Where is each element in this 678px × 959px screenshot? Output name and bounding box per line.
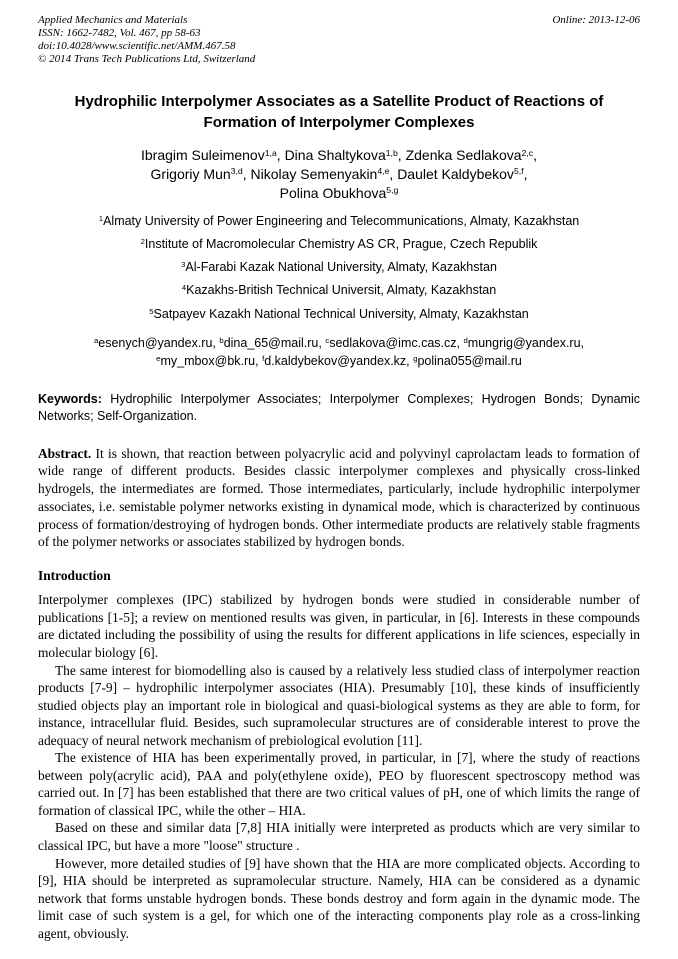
email-line (38, 352, 640, 370)
affiliation-text: Kazakhs-British Technical Universit, Almaty, Kazakhstan (186, 283, 497, 298)
author-affiliation-marker: 5,g (386, 185, 399, 196)
email-marker: a (93, 335, 99, 345)
author-name: Nikolay Semenyakin (250, 165, 378, 182)
affiliation (38, 282, 640, 298)
email-separator: , (255, 353, 263, 368)
affiliation-number: 2 (140, 236, 145, 246)
author-separator: , (276, 146, 285, 163)
abstract-text: It is shown, that reaction between polyacrylic acid and polyvinyl caprolactam leads to formation of wide range of different products. Besides classic interpolymer complexes and physically cross-linked hydrogels, the intermediates are formed. Those intermediates, particularly, include hydrophilic interpolymer associates, i.e. semistable polymer networks existing in dynamical mode, which is characterized by continuous process of formation/destroying of hydrogen bonds. Other intermediate products are relatively stable fragments of the polymer networks or associates stabilized by hydrogen bonds. (38, 445, 640, 550)
author-list (38, 146, 640, 203)
author-name: Polina Obukhova (279, 184, 387, 201)
keywords-text: Hydrophilic Interpolymer Associates; Interpolymer Complexes; Hydrogen Bonds; Dynamic Networks; Self-Organization. (38, 392, 640, 423)
affiliation-number: 3 (181, 260, 186, 270)
keywords-block (38, 391, 640, 425)
author-name: Daulet Kaldybekov (397, 165, 514, 182)
author-affiliation-marker: 3,d (230, 166, 243, 177)
author-name: Ibragim Suleimenov (140, 146, 265, 163)
journal-header (38, 14, 640, 66)
paper-title: Hydrophilic Interpolymer Associates as a Satellite Product of Reactions of Formation of Interpolymer Complexes (74, 92, 604, 131)
abstract-block (38, 445, 640, 551)
introduction-paragraph: The existence of HIA has been experimentally proved, in particular, in [7], where the study of reactions between poly(acrylic acid), PAA and poly(ethylene oxide), PEO by fluorescent spectroscopy method was carried out. In [7] has been established that there are two critical values of pH, one of which limits the range of formation of classical IPC, while the other – HIA. (38, 750, 640, 818)
introduction-paragraph: The same interest for biomodelling also is caused by a relatively less studied class of interpolymer reaction products [7-9] – hydrophilic interpolymer associates (HIA). Presumably [10], these kinds of insufficiently studied objects play an important role in biological and quasi-biological systems as they are able to form, for instance, intracellular fluid. Besides, such supramolecular structures are of considerable interest to prove the adequacy of neural network mechanism of prebiological evolution [11]. (38, 662, 640, 748)
email-address: dina_65@mail.ru (223, 335, 319, 350)
author-line (38, 146, 640, 165)
affiliation (38, 236, 640, 252)
introduction-paragraph: Interpolymer complexes (IPC) stabilized by hydrogen bonds were studied in considerable number of publications [1-5]; a review on mentioned results was given, in particular, in [6]. Interests in these compounds are dictated including the possibility of using the results for different applications in life sciences, especially in molecular biology [6]. (38, 592, 640, 660)
introduction-paragraph: Based on these and similar data [7,8] HIA initially were interpreted as products which are very similar to classical IPC, but have a more "loose" structure . (38, 820, 640, 853)
email-address: d.kaldybekov@yandex.kz (264, 353, 407, 368)
journal-name: Applied Mechanics and Materials (38, 14, 188, 26)
author-affiliation-marker: 1,b (385, 147, 398, 158)
email-address: sedlakova@imc.cas.cz (329, 335, 457, 350)
email-marker: d (463, 335, 468, 345)
author-separator: , (397, 146, 406, 163)
keywords-label: Keywords: (38, 392, 102, 407)
affiliation-text: Almaty University of Power Engineering and Telecommunications, Almaty, Kazakhstan (103, 213, 580, 228)
affiliation-number: 4 (181, 283, 187, 293)
email-address: esenych@yandex.ru (98, 335, 213, 350)
author-separator: , (242, 165, 251, 182)
affiliation (38, 306, 640, 322)
author-separator: , (533, 146, 538, 163)
affiliation-text: Al-Farabi Kazak National University, Almaty, Kazakhstan (185, 260, 497, 275)
affiliation (38, 259, 640, 275)
affiliation-list (38, 213, 640, 322)
online-date: Online: 2013-12-06 (552, 14, 640, 26)
author-separator: , (523, 165, 528, 182)
journal-header-left (38, 14, 255, 66)
email-marker: g (413, 354, 418, 364)
email-address: mungrig@yandex.ru (467, 335, 581, 350)
email-separator: , (318, 335, 326, 350)
affiliation-number: 1 (98, 213, 104, 223)
affiliation-text: Institute of Macromolecular Chemistry AS CR, Prague, Czech Republik (144, 236, 538, 251)
email-separator: , (580, 335, 585, 350)
email-separator: , (212, 335, 220, 350)
author-line (38, 165, 640, 184)
author-name: Zdenka Sedlakova (405, 146, 522, 163)
author-separator: , (389, 165, 398, 182)
email-marker: e (156, 354, 161, 364)
author-affiliation-marker: 1,a (264, 147, 277, 158)
author-affiliation-marker: 4,e (377, 166, 390, 177)
email-separator: , (406, 353, 414, 368)
author-name: Grigoriy Mun (150, 165, 231, 182)
issn-volume-pages: ISSN: 1662-7482, Vol. 467, pp 58-63 (38, 26, 201, 39)
email-line (38, 334, 640, 352)
email-marker: c (325, 335, 330, 345)
affiliation (38, 213, 640, 229)
affiliation-text: Satpayev Kazakh National Technical University, Almaty, Kazakhstan (153, 306, 529, 321)
copyright-line: © 2014 Trans Tech Publications Ltd, Switzerland (38, 52, 256, 65)
email-address: my_mbox@bk.ru (160, 353, 256, 368)
introduction-paragraph: However, more detailed studies of [9] have shown that the HIA are more complicated objects. According to [9], HIA should be interpreted as supramolecular structure. Namely, HIA can be considered as a dynamic network that forms unstable hydrogen bonds. These bonds destroy and form again in the dynamic mode. The limit case of such system is a gel, for which one of the interacting components play role as a cross-linking agent, obviously. (38, 855, 640, 941)
doi-line: doi:10.4028/www.scientific.net/AMM.467.58 (38, 39, 236, 52)
section-heading-introduction: Introduction (38, 567, 111, 583)
email-marker: b (219, 335, 224, 345)
email-address: polina055@mail.ru (417, 353, 522, 368)
author-name: Dina Shaltykova (284, 146, 386, 163)
affiliation-number: 5 (149, 306, 154, 316)
author-affiliation-marker: 2,c (521, 147, 534, 158)
email-separator: , (456, 335, 464, 350)
email-marker: f (262, 354, 265, 364)
author-affiliation-marker: 5,f (513, 166, 524, 177)
email-list (38, 334, 640, 370)
author-line (38, 184, 640, 203)
abstract-label: Abstract. (38, 445, 92, 461)
